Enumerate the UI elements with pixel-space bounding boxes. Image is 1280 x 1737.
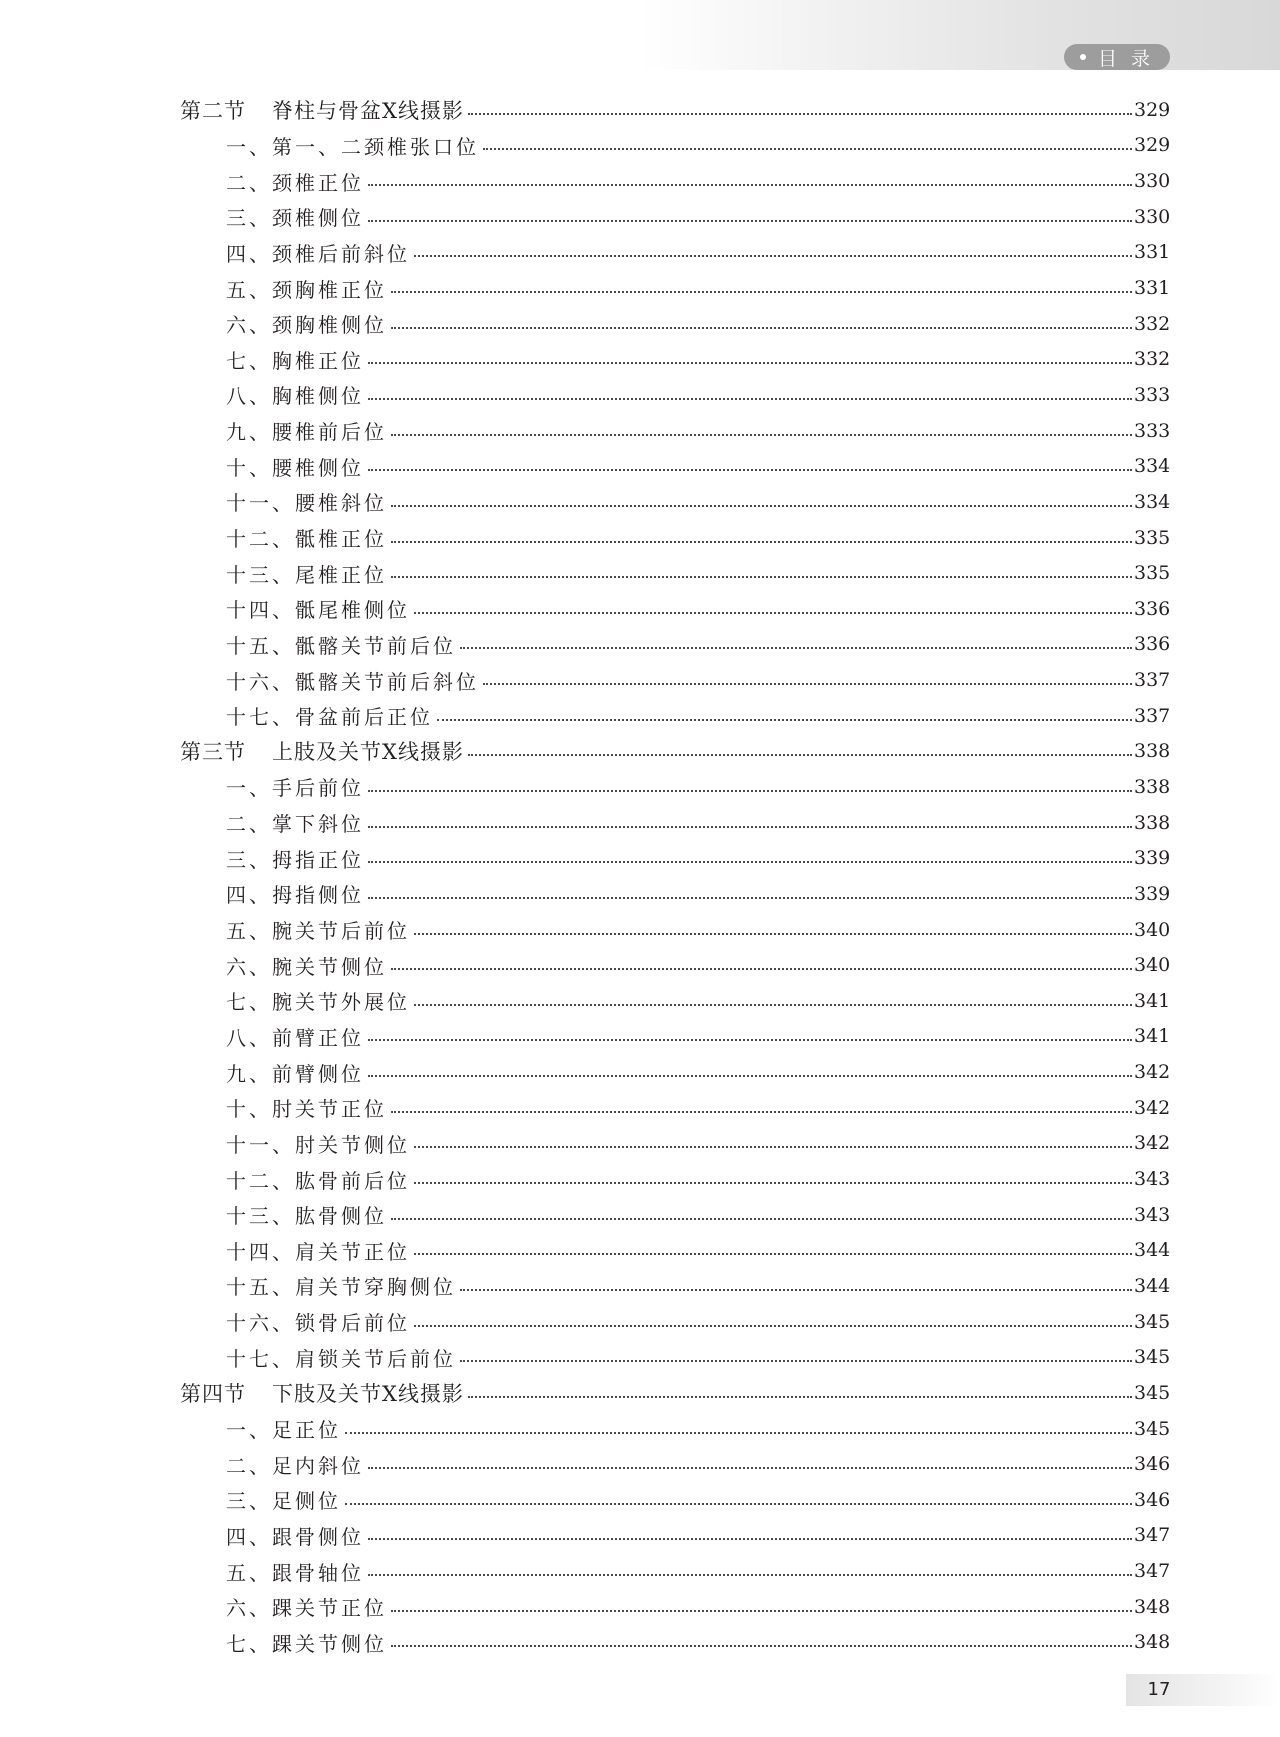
toc-item-title: 六、踝关节正位 (226, 1596, 387, 1621)
dot-leader (468, 113, 1132, 115)
toc-item-title: 六、腕关节侧位 (226, 954, 387, 979)
toc-page-number: 348 (1134, 1631, 1171, 1654)
toc-page-number: 341 (1134, 989, 1171, 1012)
toc-page-number: 345 (1134, 1381, 1171, 1404)
toc-page-number: 340 (1134, 954, 1171, 977)
toc-item-row[interactable] (180, 377, 1170, 413)
toc-section-row[interactable] (180, 92, 1170, 128)
toc-item-row[interactable] (180, 235, 1170, 271)
toc-page-number: 329 (1134, 98, 1171, 121)
toc-page-number: 331 (1134, 277, 1171, 300)
toc-page-number: 345 (1134, 1417, 1171, 1440)
dot-leader (368, 861, 1132, 863)
dot-leader (483, 148, 1132, 150)
toc-item-row[interactable] (180, 912, 1170, 948)
toc-item-row[interactable] (180, 1304, 1170, 1340)
toc-item-row[interactable] (180, 1019, 1170, 1055)
dot-leader (368, 1538, 1132, 1540)
toc-item-row[interactable] (180, 627, 1170, 663)
toc-item-row[interactable] (180, 876, 1170, 912)
dot-leader (391, 434, 1132, 436)
dot-leader (391, 1111, 1132, 1113)
toc-page-number: 342 (1134, 1096, 1171, 1119)
dot-leader (368, 469, 1132, 471)
toc-section-label: 第三节 (180, 740, 246, 765)
toc-item-title: 十七、肩锁关节后前位 (226, 1346, 456, 1371)
dot-leader (460, 647, 1132, 649)
toc-page-number: 345 (1134, 1346, 1171, 1369)
toc-page-number: 333 (1134, 383, 1171, 406)
toc-page-number: 338 (1134, 811, 1171, 834)
toc-item-title: 一、第一、二颈椎张口位 (226, 134, 479, 159)
toc-page-number: 333 (1134, 419, 1171, 442)
toc-item-row[interactable] (180, 1411, 1170, 1447)
toc-item-title: 四、颈椎后前斜位 (226, 241, 410, 266)
toc-item-row[interactable] (180, 698, 1170, 734)
toc-item-title: 十一、肘关节侧位 (226, 1132, 410, 1157)
toc-item-title: 十五、骶髂关节前后位 (226, 633, 456, 658)
toc-item-title: 五、颈胸椎正位 (226, 277, 387, 302)
dot-leader (414, 933, 1132, 935)
toc-section-title (180, 95, 464, 125)
toc-item-title: 十四、骶尾椎侧位 (226, 598, 410, 623)
toc-item-row[interactable] (180, 413, 1170, 449)
toc-section-name: 下肢及关节X线摄影 (272, 1381, 464, 1406)
toc-page-number: 346 (1134, 1453, 1171, 1476)
toc-page-number: 348 (1134, 1595, 1171, 1618)
dot-leader (345, 1432, 1132, 1434)
dot-leader (391, 968, 1132, 970)
toc-page-number: 332 (1134, 312, 1171, 335)
toc-item-row[interactable] (180, 840, 1170, 876)
toc-item-row[interactable] (180, 1482, 1170, 1518)
toc-page-number: 336 (1134, 597, 1171, 620)
dot-leader (368, 790, 1132, 792)
toc-page-number: 337 (1134, 704, 1171, 727)
toc-item-row[interactable] (180, 1197, 1170, 1233)
toc-section-row[interactable] (180, 1375, 1170, 1411)
toc-section-name: 脊柱与骨盆X线摄影 (272, 98, 464, 123)
toc-item-row[interactable] (180, 983, 1170, 1019)
toc-item-row[interactable] (180, 270, 1170, 306)
toc-item-row[interactable] (180, 341, 1170, 377)
toc-item-title: 四、跟骨侧位 (226, 1524, 364, 1549)
toc-item-row[interactable] (180, 1054, 1170, 1090)
dot-leader (414, 1004, 1132, 1006)
toc-page-number: 346 (1134, 1488, 1171, 1511)
dot-leader (368, 220, 1132, 222)
toc-item-title: 二、掌下斜位 (226, 812, 364, 837)
toc-item-title: 七、踝关节侧位 (226, 1631, 387, 1656)
header-tab-label: 目录 (1098, 47, 1165, 70)
toc-item-row[interactable] (180, 662, 1170, 698)
dot-leader (414, 1182, 1132, 1184)
toc-item-row[interactable] (180, 1090, 1170, 1126)
toc-page-number: 334 (1134, 490, 1171, 513)
toc-page-number: 335 (1134, 562, 1171, 585)
toc-item-row[interactable] (180, 520, 1170, 556)
toc-item-title: 十六、骶髂关节前后斜位 (226, 669, 479, 694)
toc-page-number: 338 (1134, 740, 1171, 763)
toc-item-row[interactable] (180, 1233, 1170, 1269)
toc-page-number: 340 (1134, 918, 1171, 941)
dot-leader (368, 362, 1132, 364)
dot-leader (414, 1325, 1132, 1327)
header-band (640, 0, 1280, 70)
toc-item-title: 三、足侧位 (226, 1489, 341, 1514)
toc-page-number: 342 (1134, 1132, 1171, 1155)
toc-item-title: 十三、肱骨侧位 (226, 1204, 387, 1229)
toc-item-title: 四、拇指侧位 (226, 883, 364, 908)
toc-item-title: 七、腕关节外展位 (226, 990, 410, 1015)
toc-item-title: 九、前臂侧位 (226, 1061, 364, 1086)
toc-item-title: 三、颈椎侧位 (226, 206, 364, 231)
toc-item-title: 八、胸椎侧位 (226, 384, 364, 409)
toc-page-number: 338 (1134, 775, 1171, 798)
toc-item-title: 十七、骨盆前后正位 (226, 705, 433, 730)
dot-leader (414, 612, 1132, 614)
dot-leader (460, 1360, 1132, 1362)
toc-item-title: 六、颈胸椎侧位 (226, 313, 387, 338)
toc-item-row[interactable] (180, 1268, 1170, 1304)
toc-item-title: 十四、肩关节正位 (226, 1239, 410, 1264)
dot-leader (414, 255, 1132, 257)
dot-leader (460, 1289, 1132, 1291)
page-number: 17 (1147, 1679, 1171, 1700)
dot-leader (391, 1645, 1132, 1647)
toc-section-title (180, 736, 464, 766)
dot-leader (368, 1039, 1132, 1041)
toc-page-number: 344 (1134, 1274, 1171, 1297)
toc-page-number: 342 (1134, 1061, 1171, 1084)
toc-item-row[interactable] (180, 199, 1170, 235)
toc-item-row[interactable] (180, 1625, 1170, 1661)
toc-page-number: 341 (1134, 1025, 1171, 1048)
toc-section-row[interactable] (180, 734, 1170, 770)
toc-item-title: 五、跟骨轴位 (226, 1560, 364, 1585)
toc-page-number: 336 (1134, 633, 1171, 656)
toc-item-title: 一、手后前位 (226, 776, 364, 801)
toc-item-row[interactable] (180, 484, 1170, 520)
toc-item-row[interactable] (180, 1589, 1170, 1625)
dot-leader (391, 505, 1132, 507)
toc-item-row[interactable] (180, 163, 1170, 199)
dot-leader (437, 719, 1132, 721)
toc-item-title: 十一、腰椎斜位 (226, 491, 387, 516)
toc-page-number: 334 (1134, 455, 1171, 478)
toc-item-row[interactable] (180, 769, 1170, 805)
dot-leader (391, 291, 1132, 293)
toc-item-title: 十三、尾椎正位 (226, 562, 387, 587)
toc-page-number: 335 (1134, 526, 1171, 549)
toc-item-title: 八、前臂正位 (226, 1025, 364, 1050)
table-of-contents (180, 92, 1170, 1660)
toc-page-number: 339 (1134, 847, 1171, 870)
toc-item-row[interactable] (180, 1126, 1170, 1162)
dot-leader (368, 897, 1132, 899)
toc-page-number: 344 (1134, 1239, 1171, 1262)
toc-page-number: 330 (1134, 205, 1171, 228)
toc-page-number: 332 (1134, 348, 1171, 371)
toc-item-title: 十、腰椎侧位 (226, 455, 364, 480)
dot-leader (368, 826, 1132, 828)
dot-leader (391, 327, 1132, 329)
toc-item-title: 十二、骶椎正位 (226, 527, 387, 551)
toc-page-number: 330 (1134, 170, 1171, 193)
toc-item-title: 九、腰椎前后位 (226, 420, 387, 445)
toc-page-number: 339 (1134, 882, 1171, 905)
toc-item-row[interactable] (180, 1553, 1170, 1589)
toc-item-row[interactable] (180, 1518, 1170, 1554)
dot-leader (368, 1075, 1132, 1077)
bullet-dot-icon (1080, 54, 1086, 60)
toc-item-row[interactable] (180, 555, 1170, 591)
toc-section-title (180, 1378, 464, 1408)
toc-item-title: 十二、肱骨前后位 (226, 1168, 410, 1193)
toc-page-number: 347 (1134, 1560, 1171, 1583)
toc-page-number: 343 (1134, 1168, 1171, 1191)
dot-leader (391, 541, 1132, 543)
toc-page-number: 329 (1134, 134, 1171, 157)
dot-leader (345, 1503, 1132, 1505)
toc-item-title: 七、胸椎正位 (226, 348, 364, 373)
toc-item-row[interactable] (180, 306, 1170, 342)
dot-leader (468, 1396, 1132, 1398)
toc-item-title: 三、拇指正位 (226, 847, 364, 872)
header-tab (1064, 44, 1170, 70)
dot-leader (368, 1574, 1132, 1576)
toc-section-label: 第二节 (180, 98, 246, 123)
toc-page-number: 331 (1134, 241, 1171, 264)
toc-section-name: 上肢及关节X线摄影 (272, 740, 464, 765)
dot-leader (391, 576, 1132, 578)
toc-item-row[interactable] (180, 1339, 1170, 1375)
toc-item-title: 十、肘关节正位 (226, 1097, 387, 1122)
toc-item-title: 二、足内斜位 (226, 1453, 364, 1478)
toc-page-number: 347 (1134, 1524, 1171, 1547)
dot-leader (368, 184, 1132, 186)
toc-item-row[interactable] (180, 1161, 1170, 1197)
toc-page-number: 343 (1134, 1203, 1171, 1226)
toc-item-row[interactable] (180, 128, 1170, 164)
dot-leader (483, 683, 1132, 685)
dot-leader (391, 1218, 1132, 1220)
dot-leader (391, 1610, 1132, 1612)
toc-item-row[interactable] (180, 1446, 1170, 1482)
dot-leader (414, 1146, 1132, 1148)
toc-item-title: 二、颈椎正位 (226, 170, 364, 195)
toc-item-row[interactable] (180, 448, 1170, 484)
toc-section-label: 第四节 (180, 1381, 246, 1406)
toc-item-title: 五、腕关节后前位 (226, 919, 410, 944)
toc-item-row[interactable] (180, 805, 1170, 841)
toc-item-title: 一、足正位 (226, 1418, 341, 1443)
toc-item-title: 十五、肩关节穿胸侧位 (226, 1275, 456, 1300)
toc-item-row[interactable] (180, 947, 1170, 983)
toc-item-row[interactable] (180, 591, 1170, 627)
toc-page-number: 337 (1134, 669, 1171, 692)
toc-page-number: 345 (1134, 1310, 1171, 1333)
toc-item-title: 十六、锁骨后前位 (226, 1311, 410, 1336)
dot-leader (368, 398, 1132, 400)
dot-leader (414, 1253, 1132, 1255)
dot-leader (368, 1467, 1132, 1469)
dot-leader (468, 754, 1132, 756)
